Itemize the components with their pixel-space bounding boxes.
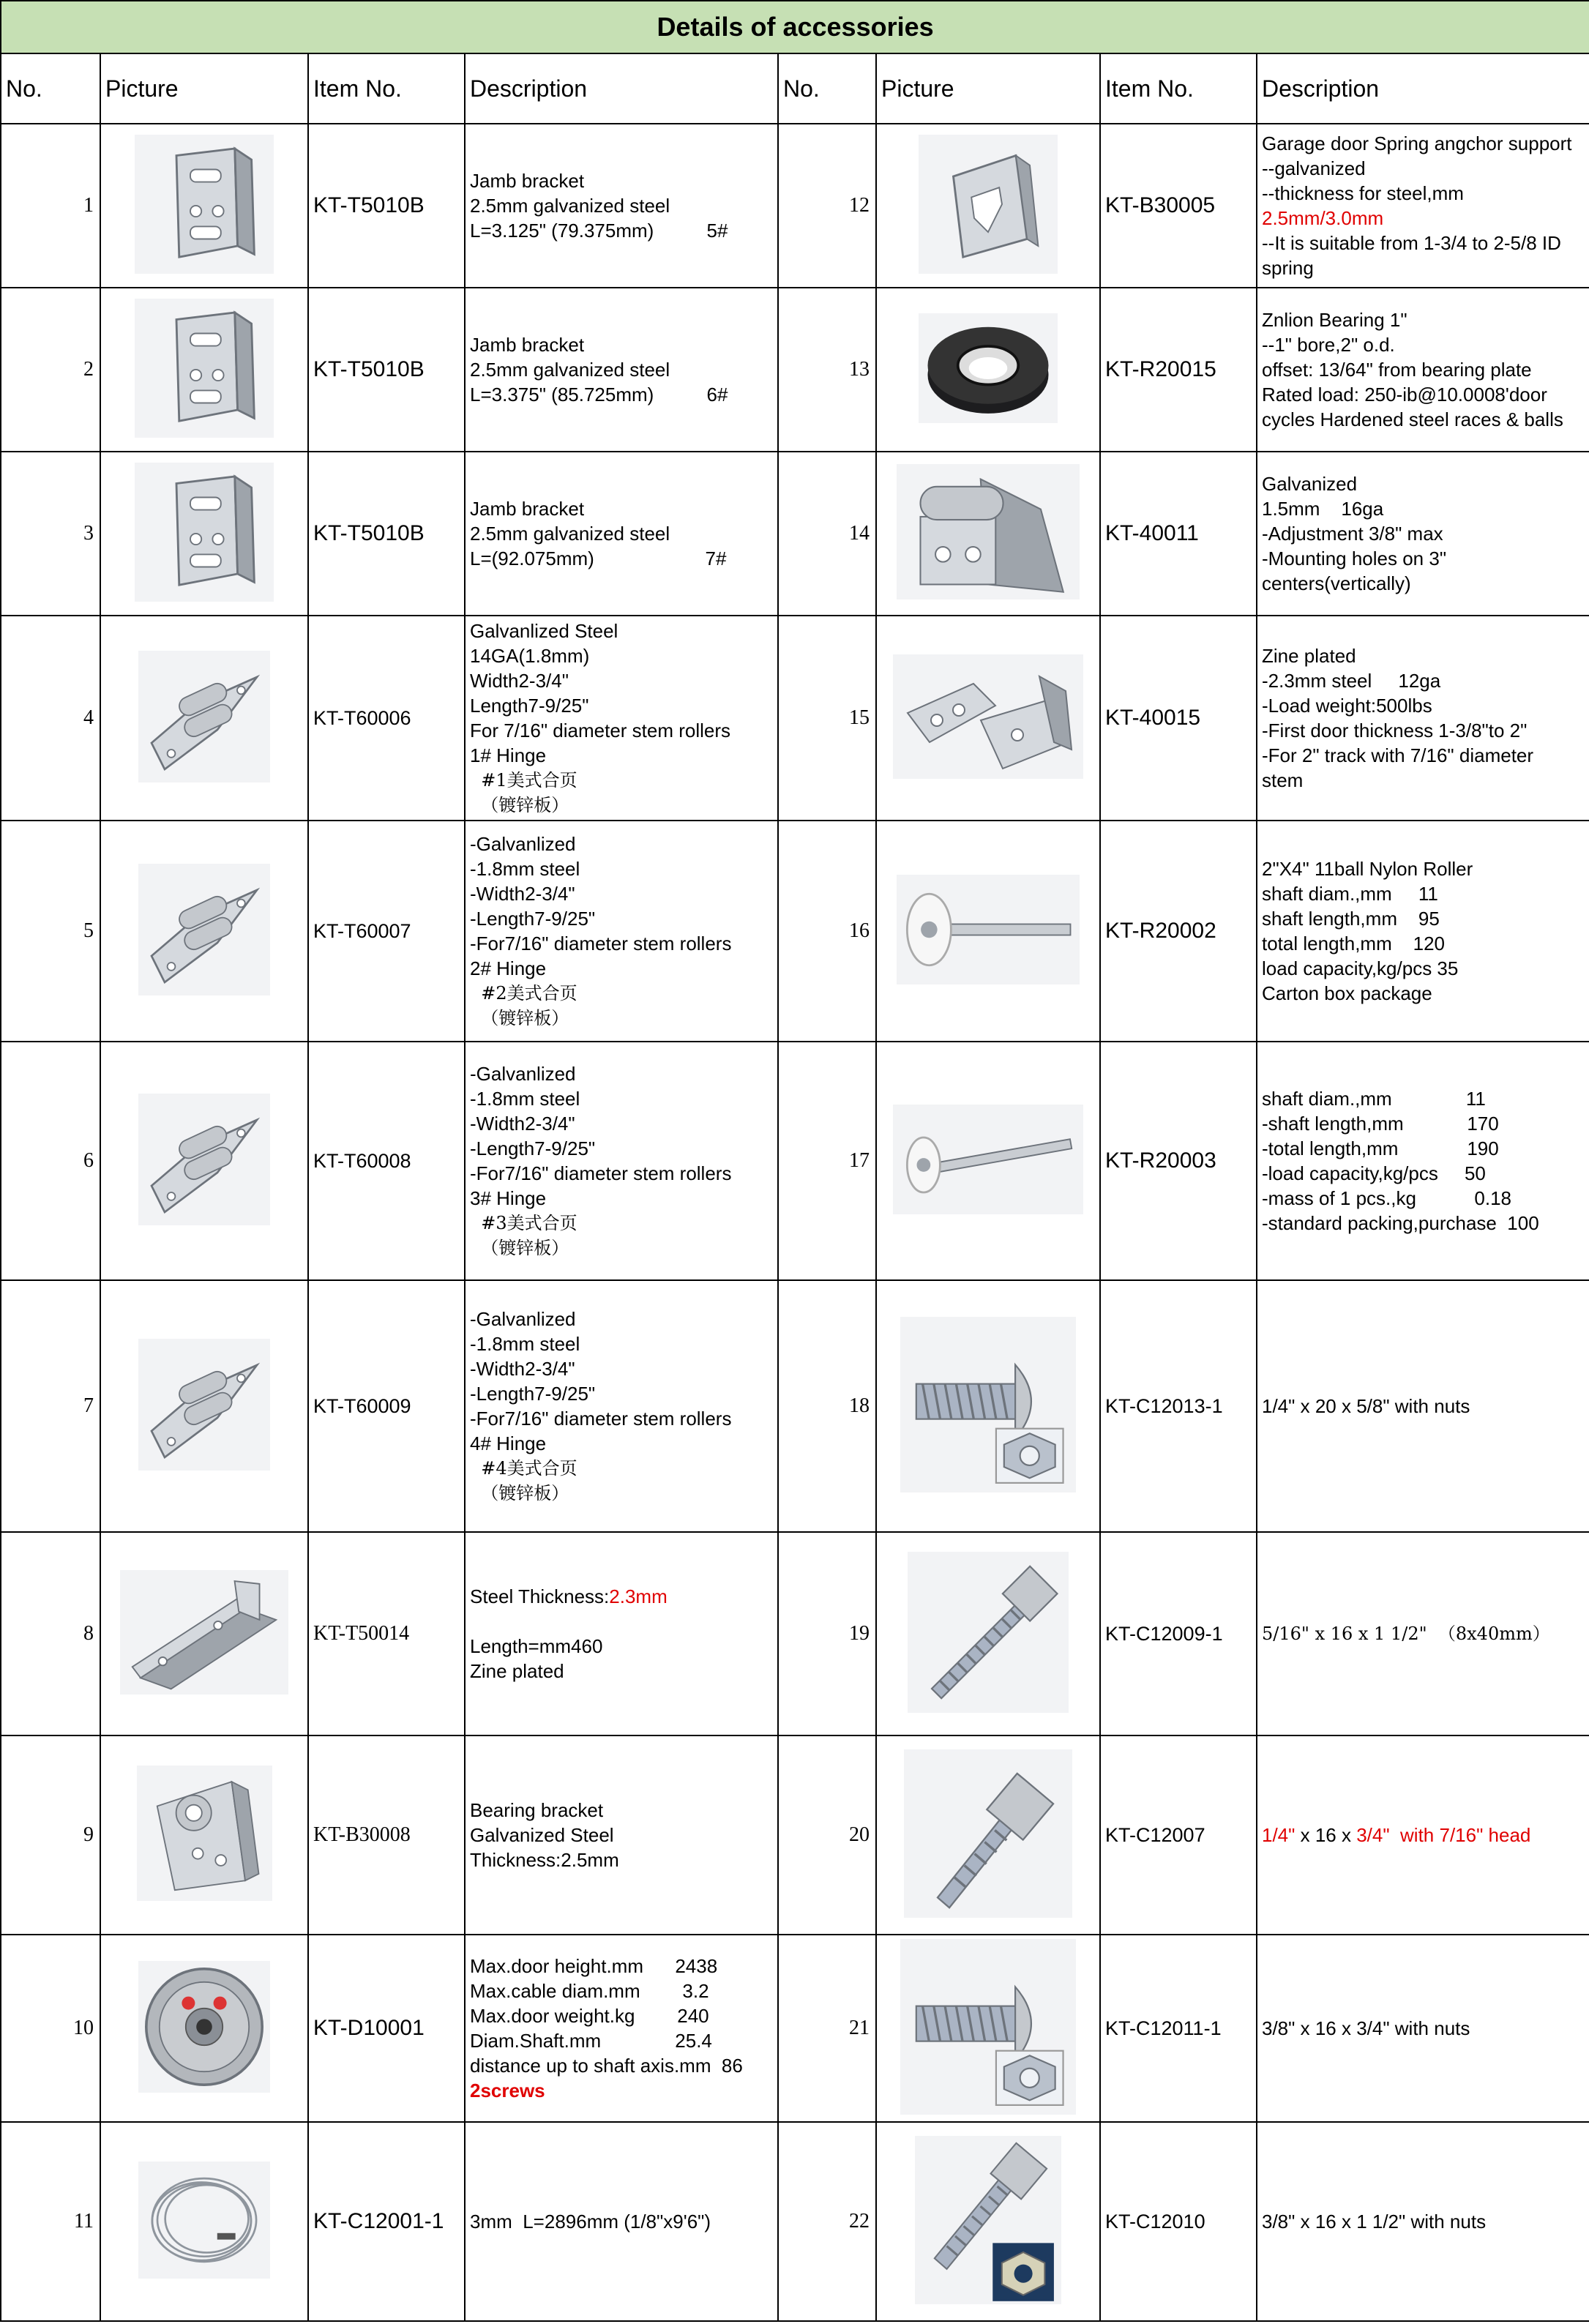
description-line: load capacity,kg/pcs 35 (1262, 957, 1459, 979)
description-line: Length=mm460 (470, 1635, 603, 1657)
description-line: -Load weight:500lbs (1262, 695, 1432, 717)
cable-drum-icon (138, 1961, 270, 2093)
description-line: Max.door height.mm 2438 (470, 1955, 718, 1977)
hinge-icon (138, 651, 270, 782)
left-picture (100, 1042, 308, 1280)
table-row (1, 1280, 1589, 1532)
hinge-icon (138, 864, 270, 995)
right-item-number: 14 (778, 452, 876, 616)
thickness-label: Steel Thickness: (470, 1585, 610, 1607)
right-picture (876, 616, 1100, 821)
description-line: 1.5mm 16ga (1262, 498, 1384, 520)
description-line: Jamb bracket (470, 498, 585, 520)
left-description (465, 616, 778, 821)
table-row (1, 1532, 1589, 1735)
right-item-code: KT-40011 (1100, 452, 1257, 616)
left-picture (100, 2122, 308, 2321)
left-picture (100, 288, 308, 452)
header-description-2: Description (1257, 53, 1589, 124)
right-picture (876, 2122, 1100, 2321)
table-row (1, 1935, 1589, 2122)
description-line (470, 1584, 777, 1609)
left-picture (100, 821, 308, 1042)
right-description (1257, 124, 1589, 288)
description-line: L=(92.075mm) 7# (470, 548, 727, 569)
description-line: -For7/16" diameter stem rollers (470, 1408, 732, 1430)
description-line: -For 2" track with 7/16" diameter (1262, 744, 1534, 766)
right-item-code: KT-C12013-1 (1100, 1280, 1257, 1532)
jamb-bracket-icon (135, 299, 274, 438)
right-item-number: 13 (778, 288, 876, 452)
left-item-code: KT-T50014 (308, 1532, 465, 1735)
sheet-title: Details of accessories (1, 1, 1589, 53)
bearing-bracket-icon (137, 1766, 272, 1901)
nylon-bearing-icon (919, 313, 1058, 423)
description-line (470, 1609, 777, 1634)
description-line: distance up to shaft axis.mm 86 (470, 2055, 743, 2077)
description-line: shaft diam.,mm 11 (1262, 883, 1438, 905)
left-item-code: KT-T5010B (308, 452, 465, 616)
description-line: （镀锌板） (470, 1483, 569, 1503)
angle-bracket-icon (120, 1570, 288, 1695)
description-line: #3美式合页 (470, 1213, 577, 1233)
description-line: Garage door Spring angchor support (1262, 132, 1572, 154)
description-line: Jamb bracket (470, 334, 585, 356)
description-line: -total length,mm 190 (1262, 1137, 1499, 1159)
description-line: Jamb bracket (470, 170, 585, 192)
description-line: Bearing bracket (470, 1799, 604, 1821)
description-line: 3# Hinge (470, 1187, 547, 1209)
header-picture-2: Picture (876, 53, 1100, 124)
right-description (1257, 616, 1589, 821)
right-item-number: 21 (778, 1935, 876, 2122)
table-row (1, 124, 1589, 288)
right-picture (876, 1280, 1100, 1532)
left-item-number: 4 (1, 616, 100, 821)
header-picture: Picture (100, 53, 308, 124)
description-line: offset: 13/64" from bearing plate (1262, 359, 1532, 381)
description-line: #2美式合页 (470, 983, 577, 1004)
left-item-number: 10 (1, 1935, 100, 2122)
description-line: spring (1262, 257, 1314, 279)
left-item-code: KT-T5010B (308, 124, 465, 288)
right-picture (876, 1935, 1100, 2122)
description-line: -Length7-9/25" (470, 1137, 596, 1159)
description-line: -For7/16" diameter stem rollers (470, 1162, 732, 1184)
description-line: Galvanized (1262, 473, 1358, 495)
left-description (465, 821, 778, 1042)
description-line: 2.5mm/3.0mm (1262, 207, 1384, 229)
description-line: Diam.Shaft.mm 25.4 (470, 2030, 712, 2052)
right-item-code: KT-R20003 (1100, 1042, 1257, 1280)
long-roller-icon (893, 1105, 1083, 1214)
description-line: total length,mm 120 (1262, 933, 1446, 954)
left-picture (100, 616, 308, 821)
description-line: -Galvanlized (470, 1063, 576, 1085)
left-picture (100, 1532, 308, 1735)
left-item-number: 6 (1, 1042, 100, 1280)
right-description (1257, 1280, 1589, 1532)
left-item-number: 3 (1, 452, 100, 616)
right-picture (876, 288, 1100, 452)
nylon-roller-icon (897, 875, 1080, 984)
adjustable-bracket-icon (897, 464, 1080, 599)
description-line: --1" bore,2" o.d. (1262, 334, 1395, 356)
description-line: -mass of 1 pcs.,kg 0.18 (1262, 1187, 1512, 1209)
right-item-number: 19 (778, 1532, 876, 1735)
left-item-code: KT-T60009 (308, 1280, 465, 1532)
description-line: Max.cable diam.mm 3.2 (470, 1980, 709, 2002)
description-line: For 7/16" diameter stem rollers (470, 720, 731, 741)
description-line: -Adjustment 3/8" max (1262, 523, 1443, 545)
steel-cable-icon (138, 2162, 270, 2279)
description-line: -2.3mm steel 12ga (1262, 670, 1441, 692)
description-line: 2.5mm galvanized steel (470, 523, 670, 545)
carriage-bolt-nut-icon (900, 1317, 1076, 1492)
left-item-number: 5 (1, 821, 100, 1042)
header-no: No. (1, 53, 100, 124)
right-item-number: 20 (778, 1735, 876, 1935)
description-line: shaft diam.,mm 11 (1262, 1088, 1486, 1110)
left-picture (100, 1935, 308, 2122)
description-line: cycles Hardened steel races & balls (1262, 408, 1563, 430)
left-picture (100, 452, 308, 616)
description-line: Galvanlized Steel (470, 620, 618, 642)
right-description (1257, 452, 1589, 616)
left-item-code: KT-T60007 (308, 821, 465, 1042)
left-picture (100, 124, 308, 288)
right-description (1257, 1042, 1589, 1280)
description-line: 1/4" x 20 x 5/8" with nuts (1262, 1395, 1470, 1417)
right-description (1257, 288, 1589, 452)
description-line: 4# Hinge (470, 1432, 547, 1454)
description-line: stem (1262, 769, 1304, 791)
description-line: 2# Hinge (470, 957, 547, 979)
description-line: --It is suitable from 1-3/4 to 2-5/8 ID (1262, 232, 1561, 254)
description-line: 1# Hinge (470, 744, 547, 766)
spring-anchor-support-icon (919, 135, 1058, 274)
right-picture (876, 1042, 1100, 1280)
description-line: -Width2-3/4" (470, 1358, 575, 1380)
right-item-number: 18 (778, 1280, 876, 1532)
left-description (465, 1280, 778, 1532)
description-line: -Mounting holes on 3" (1262, 548, 1447, 569)
left-item-code: KT-T60008 (308, 1042, 465, 1280)
hinge-icon (138, 1339, 270, 1471)
left-item-number: 11 (1, 2122, 100, 2321)
header-no-2: No. (778, 53, 876, 124)
right-description (1257, 1735, 1589, 1935)
right-description (1257, 2122, 1589, 2321)
description-line: Zine plated (470, 1660, 564, 1682)
description-line: L=3.125" (79.375mm) 5# (470, 220, 728, 242)
description-line: 3mm L=2896mm (1/8"x9'6") (470, 2211, 711, 2233)
left-item-number: 7 (1, 1280, 100, 1532)
carriage-bolt-nut-icon (900, 1939, 1076, 2115)
description-line: -Length7-9/25" (470, 908, 596, 930)
table-row (1, 616, 1589, 821)
left-description (465, 288, 778, 452)
description-line: shaft length,mm 95 (1262, 908, 1440, 930)
description-line: -Length7-9/25" (470, 1383, 596, 1405)
right-item-code: KT-C12007 (1100, 1735, 1257, 1935)
left-item-number: 1 (1, 124, 100, 288)
right-item-code: KT-R20002 (1100, 821, 1257, 1042)
description-line: Max.door weight.kg 240 (470, 2005, 709, 2027)
left-picture (100, 1280, 308, 1532)
right-picture (876, 1735, 1100, 1935)
left-item-code: KT-T5010B (308, 288, 465, 452)
description-line: -shaft length,mm 170 (1262, 1113, 1499, 1135)
left-picture (100, 1735, 308, 1935)
right-picture (876, 821, 1100, 1042)
right-description (1257, 1935, 1589, 2122)
description-line: #1美式合页 (470, 770, 577, 791)
description-line: Rated load: 250-ib@10.0008'door (1262, 384, 1547, 406)
header-description: Description (465, 53, 778, 124)
description-line: 2screws (470, 2080, 545, 2101)
left-item-code: KT-D10001 (308, 1935, 465, 2122)
left-description (465, 452, 778, 616)
description-line: 3/8" x 16 x 1 1/2" with nuts (1262, 2211, 1487, 2233)
top-bracket-icon (893, 654, 1083, 779)
right-item-code: KT-C12009-1 (1100, 1532, 1257, 1735)
description-line: -Galvanlized (470, 1308, 576, 1330)
description-line: -1.8mm steel (470, 1333, 580, 1355)
description-line: -1.8mm steel (470, 1088, 580, 1110)
description-line: -First door thickness 1-3/8"to 2" (1262, 720, 1528, 741)
lag-screw-icon (908, 1552, 1069, 1713)
description-line: #4美式合页 (470, 1458, 577, 1479)
description-line: -For7/16" diameter stem rollers (470, 933, 732, 954)
left-description (465, 2122, 778, 2321)
description-line: 2.5mm galvanized steel (470, 195, 670, 217)
left-description (465, 1935, 778, 2122)
description-line: L=3.375" (85.725mm) 6# (470, 384, 728, 406)
description-line: -Width2-3/4" (470, 883, 575, 905)
right-item-number: 15 (778, 616, 876, 821)
description-line: Carton box package (1262, 982, 1432, 1004)
description-line: Znlion Bearing 1" (1262, 309, 1407, 331)
header-item-no-2: Item No. (1100, 53, 1257, 124)
description-line: （镀锌板） (470, 795, 569, 815)
description-line: Width2-3/4" (470, 670, 569, 692)
left-item-number: 8 (1, 1532, 100, 1735)
description-line: --thickness for steel,mm (1262, 182, 1464, 204)
jamb-bracket-icon (135, 135, 274, 274)
table-row (1, 452, 1589, 616)
description-line (1262, 1823, 1589, 1847)
right-picture (876, 1532, 1100, 1735)
description-line: Length7-9/25" (470, 695, 589, 717)
right-item-number: 22 (778, 2122, 876, 2321)
right-item-code: KT-C12011-1 (1100, 1935, 1257, 2122)
right-item-number: 17 (778, 1042, 876, 1280)
left-description (465, 124, 778, 288)
description-line: Thickness:2.5mm (470, 1849, 619, 1871)
left-item-code: KT-B30008 (308, 1735, 465, 1935)
description-line: Galvanized Steel (470, 1824, 614, 1846)
right-item-number: 12 (778, 124, 876, 288)
right-description (1257, 821, 1589, 1042)
description-line: 3/8" x 16 x 3/4" with nuts (1262, 2017, 1470, 2039)
description-line: -load capacity,kg/pcs 50 (1262, 1162, 1486, 1184)
left-description (465, 1735, 778, 1935)
jamb-bracket-icon (135, 463, 274, 602)
left-item-number: 9 (1, 1735, 100, 1935)
right-picture (876, 452, 1100, 616)
right-picture (876, 124, 1100, 288)
description-line: --galvanized (1262, 157, 1366, 179)
right-item-code: KT-R20015 (1100, 288, 1257, 452)
right-item-code: KT-B30005 (1100, 124, 1257, 288)
table-row (1, 2122, 1589, 2321)
left-description (465, 1532, 778, 1735)
left-item-code: KT-C12001-1 (308, 2122, 465, 2321)
hex-bolt-nut-icon (915, 2136, 1061, 2304)
description-line: 14GA(1.8mm) (470, 645, 590, 667)
table-row (1, 1735, 1589, 1935)
description-fragment: 1/4" (1262, 1824, 1295, 1846)
description-fragment: 3/4" with 7/16" head (1356, 1824, 1531, 1846)
hinge-icon (138, 1094, 270, 1225)
table-row (1, 821, 1589, 1042)
left-description (465, 1042, 778, 1280)
description-line: -standard packing,purchase 100 (1262, 1212, 1539, 1234)
description-line: 2"X4" 11ball Nylon Roller (1262, 858, 1473, 880)
description-fragment: x 16 x (1295, 1824, 1357, 1846)
description-line: -Width2-3/4" (470, 1113, 575, 1135)
left-item-code: KT-T60006 (308, 616, 465, 821)
self-drilling-screw-icon (904, 1749, 1072, 1918)
table-row (1, 1042, 1589, 1280)
table-row (1, 288, 1589, 452)
left-item-number: 2 (1, 288, 100, 452)
right-item-number: 16 (778, 821, 876, 1042)
description-line: centers(vertically) (1262, 572, 1411, 594)
description-line: 2.5mm galvanized steel (470, 359, 670, 381)
description-line: -Galvanlized (470, 833, 576, 855)
thickness-value: 2.3mm (609, 1585, 668, 1607)
description-line: 5/16" x 16 x 1 1/2" （8x40mm） (1262, 1624, 1550, 1644)
description-line: （镀锌板） (470, 1008, 569, 1028)
description-line: -1.8mm steel (470, 858, 580, 880)
description-line: Zine plated (1262, 645, 1356, 667)
header-item-no: Item No. (308, 53, 465, 124)
right-item-code: KT-C12010 (1100, 2122, 1257, 2321)
description-line: （镀锌板） (470, 1238, 569, 1258)
right-item-code: KT-40015 (1100, 616, 1257, 821)
right-description (1257, 1532, 1589, 1735)
